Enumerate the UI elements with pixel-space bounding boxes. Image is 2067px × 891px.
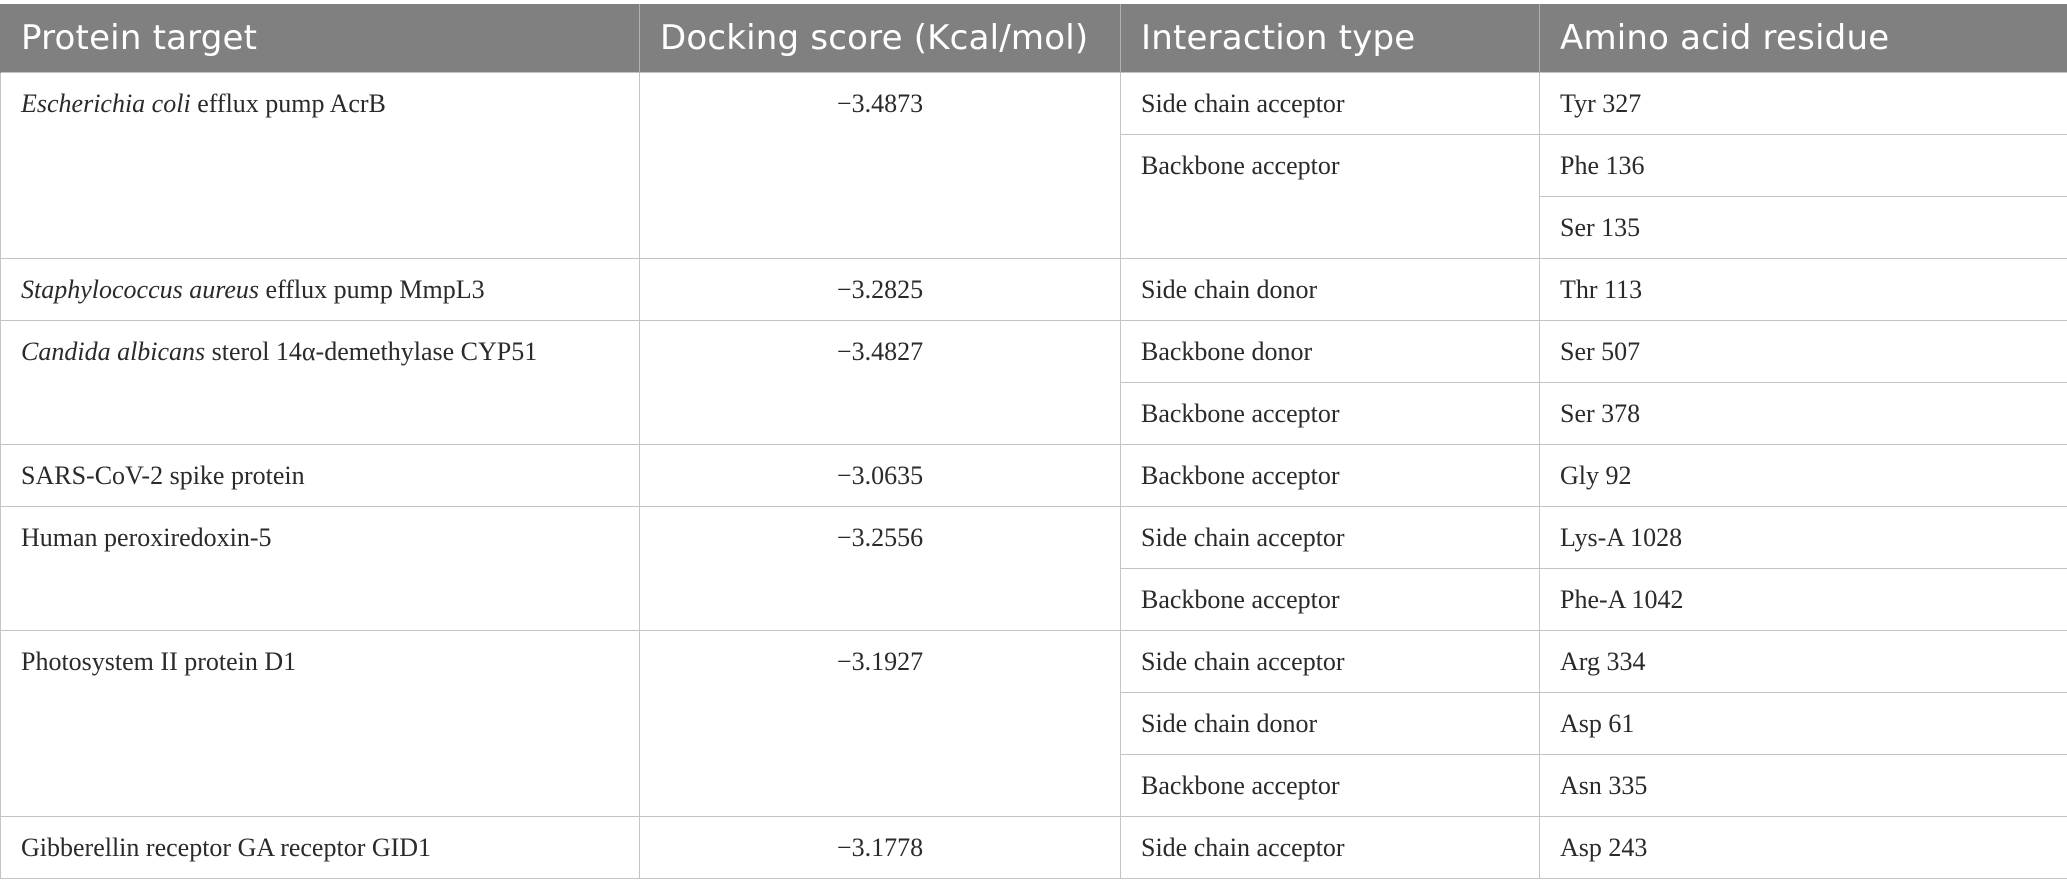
organism-name: Escherichia coli bbox=[21, 89, 191, 118]
interaction-type-cell: Side chain donor bbox=[1121, 693, 1540, 755]
amino-acid-residue-cell: Thr 113 bbox=[1540, 259, 2067, 321]
amino-acid-residue-cell: Asp 61 bbox=[1540, 693, 2067, 755]
table-body bbox=[1, 73, 2067, 879]
table-row bbox=[1, 321, 2067, 383]
interaction-type-cell: Side chain acceptor bbox=[1121, 631, 1540, 693]
amino-acid-residue-cell: Arg 334 bbox=[1540, 631, 2067, 693]
docking-score-cell: −3.1778 bbox=[640, 817, 1121, 879]
header-protein-target: Protein target bbox=[1, 4, 640, 73]
protein-target-name: efflux pump MmpL3 bbox=[259, 275, 485, 304]
docking-score-cell: −3.0635 bbox=[640, 445, 1121, 507]
header-interaction-type: Interaction type bbox=[1121, 4, 1540, 73]
protein-target-cell bbox=[1, 259, 640, 321]
protein-target-name: Gibberellin receptor GA receptor GID1 bbox=[21, 833, 432, 862]
interaction-type-cell: Side chain donor bbox=[1121, 259, 1540, 321]
organism-name: Candida albicans bbox=[21, 337, 206, 366]
amino-acid-residue-cell: Phe 136 bbox=[1540, 135, 2067, 197]
docking-score-cell: −3.1927 bbox=[640, 631, 1121, 817]
header-row bbox=[1, 4, 2067, 73]
docking-score-cell: −3.4873 bbox=[640, 73, 1121, 259]
amino-acid-residue-cell: Phe-A 1042 bbox=[1540, 569, 2067, 631]
interaction-type-cell: Backbone acceptor bbox=[1121, 755, 1540, 817]
amino-acid-residue-cell: Ser 507 bbox=[1540, 321, 2067, 383]
amino-acid-residue-cell: Gly 92 bbox=[1540, 445, 2067, 507]
organism-name: Staphylococcus aureus bbox=[21, 275, 260, 304]
protein-target-name: SARS-CoV-2 spike protein bbox=[21, 461, 305, 490]
protein-target-name: efflux pump AcrB bbox=[190, 89, 386, 118]
table-row bbox=[1, 73, 2067, 135]
interaction-type-cell: Backbone acceptor bbox=[1121, 569, 1540, 631]
docking-score-cell: −3.2825 bbox=[640, 259, 1121, 321]
protein-target-name: sterol 14α-demethylase CYP51 bbox=[205, 337, 538, 366]
interaction-type-cell: Side chain acceptor bbox=[1121, 73, 1540, 135]
protein-target-cell bbox=[1, 321, 640, 445]
table-row bbox=[1, 507, 2067, 569]
protein-target-name: Photosystem II protein D1 bbox=[21, 647, 297, 676]
docking-score-cell: −3.4827 bbox=[640, 321, 1121, 445]
docking-score-cell: −3.2556 bbox=[640, 507, 1121, 631]
protein-target-name: Human peroxiredoxin-5 bbox=[21, 523, 272, 552]
interaction-type-cell: Side chain acceptor bbox=[1121, 507, 1540, 569]
protein-target-cell bbox=[1, 817, 640, 879]
docking-results-table bbox=[0, 4, 2067, 879]
header-amino-acid-residue: Amino acid residue bbox=[1540, 4, 2067, 73]
amino-acid-residue-cell: Ser 378 bbox=[1540, 383, 2067, 445]
header-docking-score: Docking score (Kcal/mol) bbox=[640, 4, 1121, 73]
table-row bbox=[1, 817, 2067, 879]
protein-target-cell bbox=[1, 631, 640, 817]
table-row bbox=[1, 445, 2067, 507]
protein-target-cell bbox=[1, 507, 640, 631]
table-row bbox=[1, 631, 2067, 693]
interaction-type-cell: Backbone acceptor bbox=[1121, 135, 1540, 259]
interaction-type-cell: Backbone acceptor bbox=[1121, 445, 1540, 507]
interaction-type-cell: Side chain acceptor bbox=[1121, 817, 1540, 879]
interaction-type-cell: Backbone donor bbox=[1121, 321, 1540, 383]
amino-acid-residue-cell: Asp 243 bbox=[1540, 817, 2067, 879]
interaction-type-cell: Backbone acceptor bbox=[1121, 383, 1540, 445]
protein-target-cell bbox=[1, 445, 640, 507]
amino-acid-residue-cell: Tyr 327 bbox=[1540, 73, 2067, 135]
amino-acid-residue-cell: Asn 335 bbox=[1540, 755, 2067, 817]
table-row bbox=[1, 259, 2067, 321]
table-header bbox=[1, 4, 2067, 73]
amino-acid-residue-cell: Lys-A 1028 bbox=[1540, 507, 2067, 569]
protein-target-cell bbox=[1, 73, 640, 259]
amino-acid-residue-cell: Ser 135 bbox=[1540, 197, 2067, 259]
